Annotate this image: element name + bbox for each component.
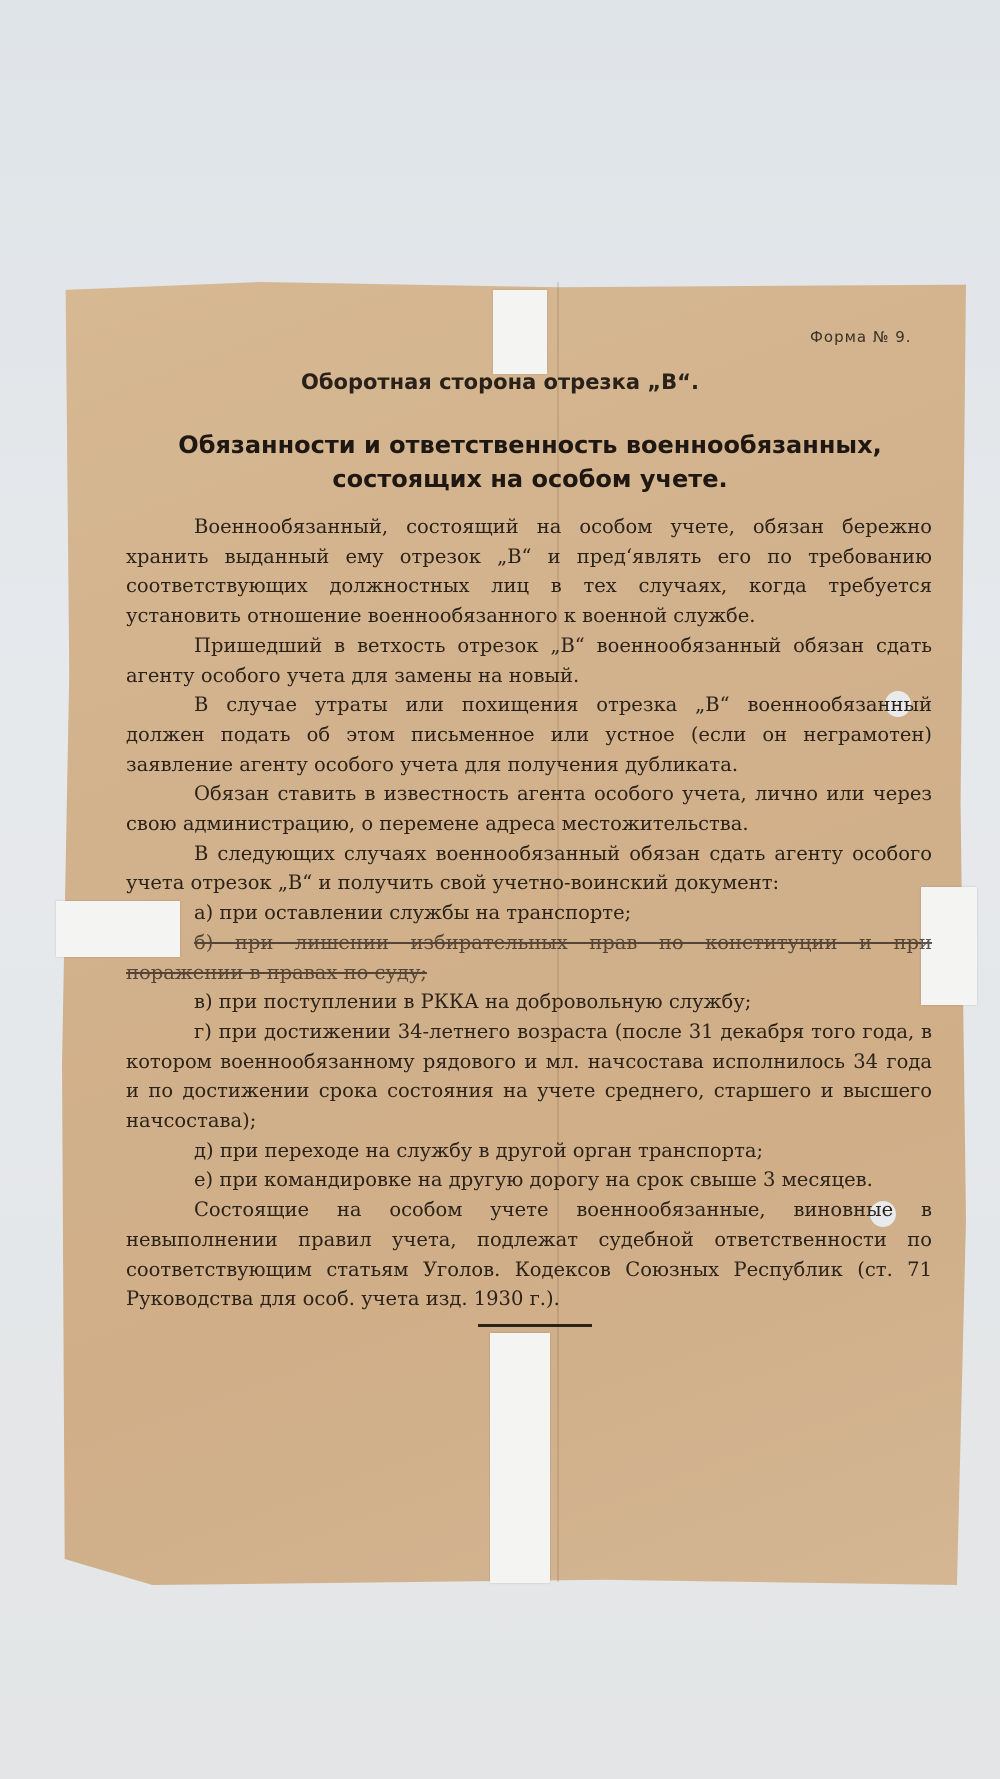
tape-top	[493, 290, 547, 374]
tape-bottom	[490, 1333, 550, 1583]
paragraph: В случае утраты или похищения отрезка „В“ военнообязанный должен подать об этом письменное или устное (если он неграмотен) заявление агенту особого учета для получения дубликата.	[126, 693, 932, 776]
list-item: г) при достижении 34-летнего возраста (после 31 декабря того года, в котором военнообязанному рядового и мл. начсостава исполнилось 34 года и по достижении срока состояния на учете среднего, старшего и высшего начсостава);	[126, 1019, 932, 1133]
closing-paragraph: Состоящие на особом учете военнообязанные, виновные в невыполнении правил учета, подлежат судебной ответственности по соответствующим статьям Уголов. Кодексов Союзных Республик (ст. 71 Руководства для особ. учета изд. 1930 г.).	[126, 1198, 932, 1311]
list-item: д) при переходе на службу в другой орган транспорта;	[194, 1138, 764, 1162]
list-item: в) при поступлении в РККА на добровольную службу;	[194, 990, 752, 1014]
list-item: е) при командировке на другую дорогу на срок свыше 3 месяцев.	[194, 1168, 873, 1192]
list-item: а) при оставлении службы на транспорте;	[194, 901, 632, 925]
document-title: Обязанности и ответственность военнообязанных, состоящих на особом учете.	[178, 431, 882, 493]
closing-rule	[478, 1324, 592, 1327]
paragraph: В следующих случаях военнообязанный обязан сдать агенту особого учета отрезок „В“ и получить свой учетно-воинский документ:	[126, 841, 932, 895]
list-item-struck: б) при лишении избирательных прав по конституции и при поражении в правах по суду;	[126, 930, 932, 984]
paragraph: Военнообязанный, состоящий на особом учете, обязан бережно хранить выданный ему отрезок „В“ и пред‘являть его по требованию соответствующих должностных лиц в тех случаях, когда требуется установить отношение военнообязанного к военной службе.	[126, 515, 932, 628]
paragraph: Обязан ставить в известность агента особого учета, лично или через свою администрацию, о перемене адреса местожительства.	[126, 782, 932, 836]
document-subtitle: Оборотная сторона отрезка „В“.	[301, 370, 699, 394]
paragraph: Пришедший в ветхость отрезок „В“ военнообязанный обязан сдать агенту особого учета для замены на новый.	[126, 633, 932, 687]
form-number: Форма № 9.	[810, 328, 912, 346]
document-body	[126, 512, 932, 1314]
